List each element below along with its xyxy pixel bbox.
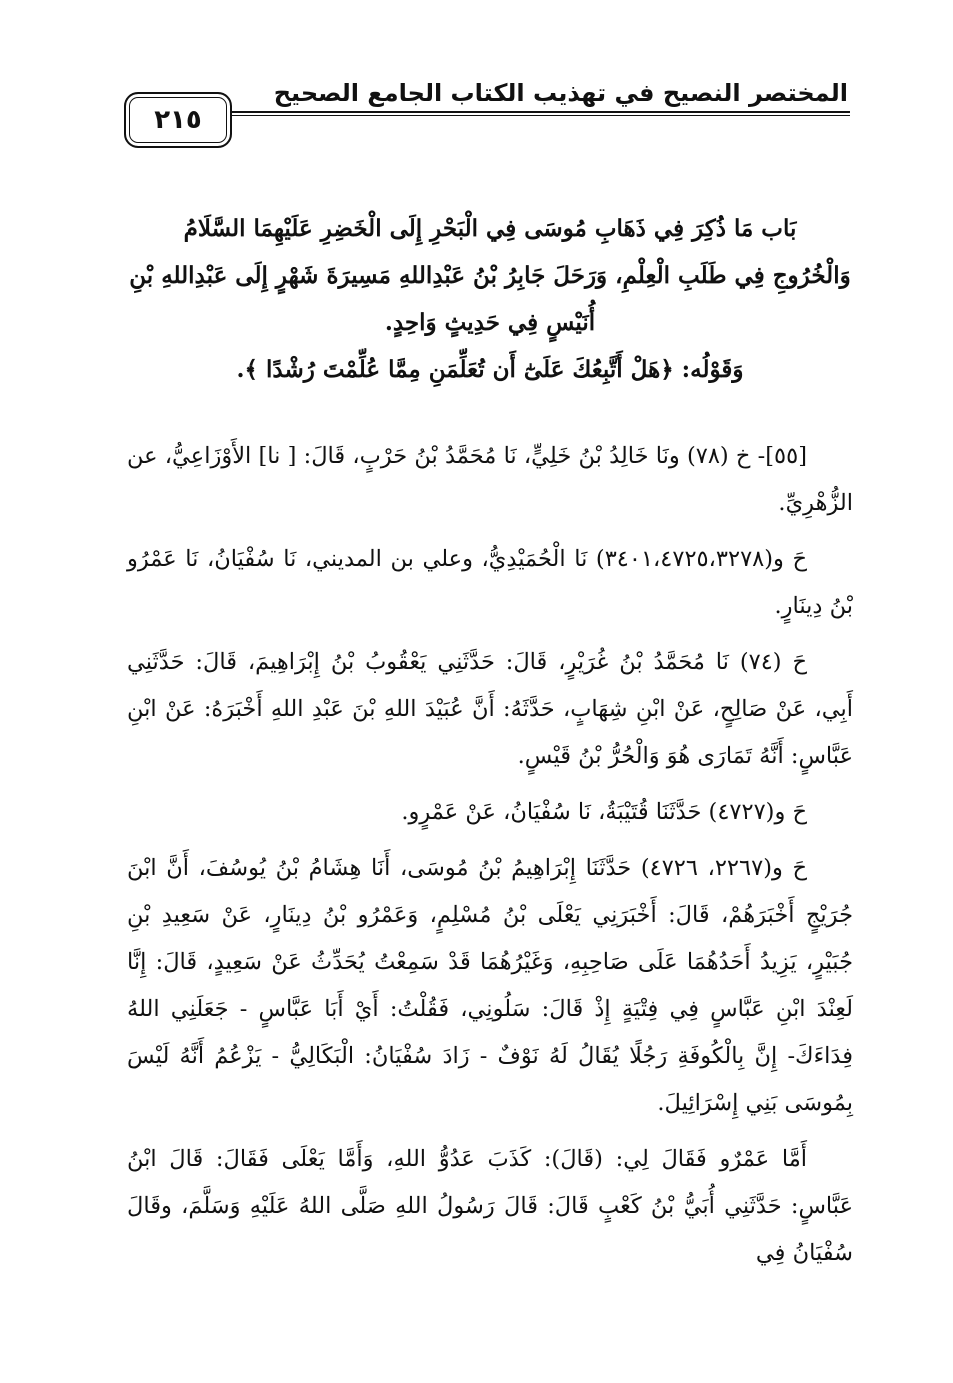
chapter-title-line: بَاب مَا ذُكِرَ فِي ذَهَابِ مُوسَى فِي الْبَحْرِ إِلَى الْخَضِرِ عَلَيْهِمَا السَّلَامُ <box>183 215 797 242</box>
paragraph: حَ و(٢٢٦٧، ٤٧٢٦) حَدَّثَنَا إِبْرَاهِيمُ بْنُ مُوسَى، أَنَا هِشَامُ بْنُ يُوسُفَ، أَنَّ ابْنَ جُرَيْجٍ أَخْبَرَهُمْ، قَالَ: أَخْبَرَنِي يَعْلَى بْنُ مُسْلِمٍ، وَعَمْرُو بْنُ دِينَارٍ، عَنْ سَعِيدِ بْنِ جُبَيْرٍ، يَزِيدُ أَحَدُهُمَا عَلَى صَاحِبِهِ، وَغَيْرُهُمَا قَدْ سَمِعْتُ يُحَدِّثُ عَنْ سَعِيدٍ، قَالَ: إِنَّا لَعِنْدَ ابْنِ عَبَّاسٍ فِي فِتْيَةٍ إِذْ قَالَ: سَلُونِي، فَقُلْتُ: أَيْ أَبَا عَبَّاسٍ - جَعَلَنِي اللهُ فِدَاءَكَ- إِنَّ بِالْكُوفَةِ رَجُلًا يُقَالُ لَهُ نَوْفٌ - زَادَ سُفْيَانُ: الْبَكَالِيُّ - يَزْعُمُ أَنَّهُ لَيْسَ بِمُوسَى بَنِي إِسْرَائِيلَ. <box>127 855 853 1116</box>
page-number: ٢١٥ <box>124 92 232 148</box>
hadith-body <box>127 433 853 1277</box>
paragraph: حَ (٧٤) نَا مُحَمَّدُ بْنُ غُرَيْرٍ، قَالَ: حَدَّثَنِي يَعْقُوبُ بْنُ إِبْرَاهِيمَ، قَالَ: حَدَّثَنِي أَبِي، عَنْ صَالِحٍ، عَنْ ابْنِ شِهَابٍ، حَدَّثَهُ: أَنَّ عُبَيْدَ اللهِ بْنَ عَبْدِ اللهِ أَخْبَرَهُ: عَنْ ابْنِ عَبَّاسٍ: أَنَّهُ تَمَارَى هُوَ وَالْحُرُّ بْنُ قَيْسٍ. <box>127 649 853 769</box>
header-rule-thin <box>228 115 850 116</box>
header-rule <box>228 111 850 113</box>
paragraph: حَ و(٤٧٢٧) حَدَّثَنَا قُتَيْبَةُ، نَا سُفْيَانُ، عَنْ عَمْرٍو. <box>401 799 807 825</box>
paragraph: حَ و(٣٤٠١،٤٧٢٥،٣٢٧٨) نَا الْحُمَيْدِيُّ، وعلي بن المديني، نَا سُفْيَانُ، نَا عَمْرُو بْنُ دِينَارٍ. <box>127 546 853 619</box>
paragraph: أَمَّا عَمْرٌو فَقَالَ لِي: (قَالَ): كَذَبَ عَدُوُّ اللهِ، وَأَمَّا يَعْلَى فَقَالَ: قَالَ ابْنُ عَبَّاسٍ: حَدَّثَنِي أُبَيُّ بْنُ كَعْبٍ قَالَ: قَالَ رَسُولُ اللهِ صَلَّى اللهُ عَلَيْهِ وَسَلَّمَ، وقَالَ سُفْيَانُ فِي <box>127 1146 853 1266</box>
quran-verse: وَقَوْلُه: ﴿هَلْ أَتَّبِعُكَ عَلَىٰٓ أَن تُعَلِّمَنِ مِمَّا عُلِّمْتَ رُشْدًا ﴾. <box>236 356 744 383</box>
chapter-title-line: أُنَيْسٍ فِي حَدِيثٍ وَاحِدٍ. <box>384 309 596 336</box>
running-title: المختصر النصيح في تهذيب الكتاب الجامع الصحيح <box>273 79 848 107</box>
paragraph: [٥٥]- خ (٧٨) ونَا خَالِدُ بْنُ خَلِيٍّ، نَا مُحَمَّدُ بْنُ حَرْبٍ، قَالَ: [ نا] الأَوْزَاعِيُّ، عن الزُّهْرِيِّ. <box>127 443 853 516</box>
chapter-heading <box>127 205 853 393</box>
chapter-title-line: وَالْخُرُوجِ فِي طَلَبِ الْعِلْمِ، وَرَحَلَ جَابِرُ بْنُ عَبْدِاللهِ مَسِيرَةَ شَهْرٍ إِلَى عَبْدِاللهِ بْنِ <box>129 262 851 289</box>
